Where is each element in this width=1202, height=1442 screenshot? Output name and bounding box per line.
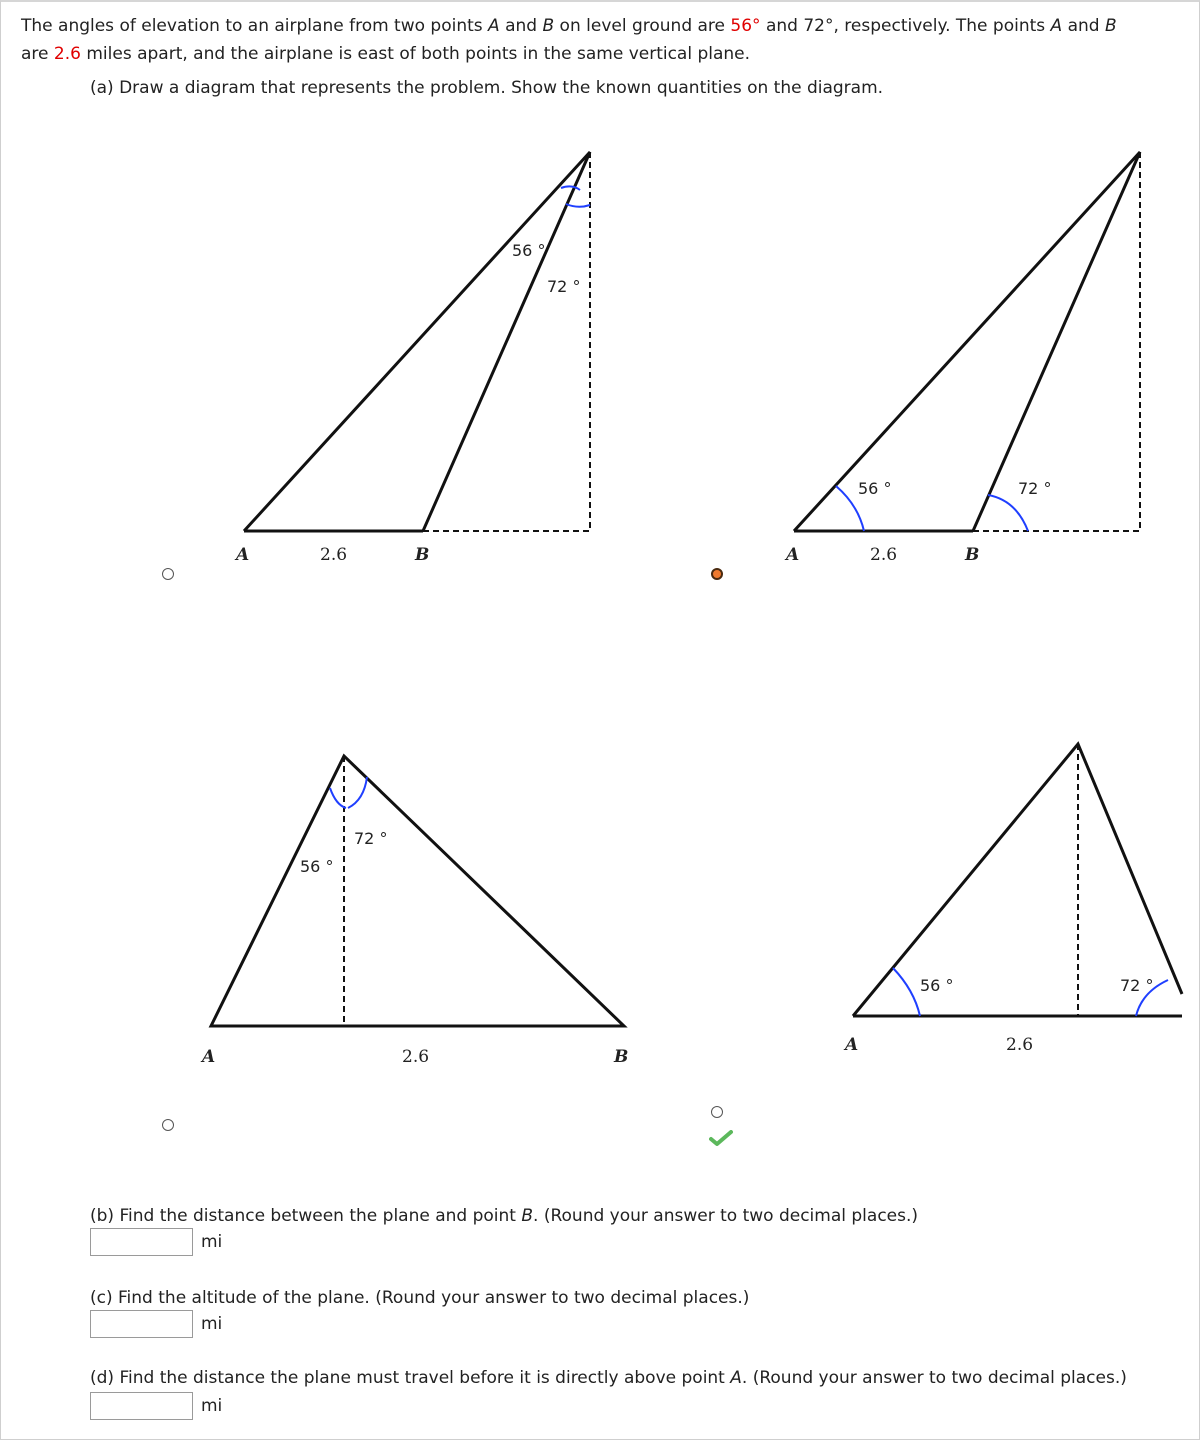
part-a-prompt: (a) Draw a diagram that represents the problem. Show the known quantities on the diagram. bbox=[90, 78, 884, 98]
distance-value: 2.6 bbox=[53, 44, 81, 64]
option-3-diagram bbox=[200, 756, 628, 1067]
option-4-radio[interactable] bbox=[711, 1106, 723, 1118]
part-b-unit: mi bbox=[201, 1232, 223, 1252]
option-1-angle-b: 72 ° bbox=[547, 277, 581, 296]
option-4-angle-a: 56 ° bbox=[920, 976, 954, 995]
part-d-answer-input[interactable] bbox=[90, 1392, 193, 1420]
part-d-unit: mi bbox=[201, 1396, 223, 1416]
part-d-prompt: (d) Find the distance the plane must travel before it is directly above point A. (Round your answer to two decimal places.) bbox=[90, 1368, 1127, 1388]
part-c-unit: mi bbox=[201, 1314, 223, 1334]
option-3-angle-b: 72 ° bbox=[354, 829, 388, 848]
option-3-angle-a: 56 ° bbox=[300, 857, 334, 876]
option-1-radio[interactable] bbox=[162, 568, 174, 580]
problem-line-2: are 2.6 miles apart, and the airplane is east of both points in the same vertical plane. bbox=[21, 44, 751, 64]
option-2-angle-b: 72 ° bbox=[1018, 479, 1052, 498]
option-2-label-a: A bbox=[786, 545, 800, 565]
part-c-answer-input[interactable] bbox=[90, 1310, 193, 1338]
part-b-prompt: (b) Find the distance between the plane and point B. (Round your answer to two decimal places.) bbox=[90, 1206, 919, 1226]
option-1-label-a: A bbox=[236, 545, 250, 565]
option-4-distance: 2.6 bbox=[1006, 1035, 1034, 1055]
option-4-diagram bbox=[843, 744, 1182, 1055]
option-3-label-b: B bbox=[614, 1047, 629, 1067]
option-2-diagram bbox=[784, 152, 1140, 565]
option-3-label-a: A bbox=[202, 1047, 216, 1067]
option-1-label-b: B bbox=[415, 545, 430, 565]
problem-line-1: The angles of elevation to an airplane from two points A and B on level ground are 56° and 72°, respectively. The points A and B bbox=[21, 16, 1117, 36]
option-1-diagram bbox=[234, 152, 590, 565]
option-2-angle-a: 56 ° bbox=[858, 479, 892, 498]
option-3-radio[interactable] bbox=[162, 1119, 174, 1131]
option-4-angle-b: 72 ° bbox=[1120, 976, 1154, 995]
angle-56-value: 56° bbox=[730, 16, 761, 36]
option-2-label-b: B bbox=[965, 545, 980, 565]
option-2-radio[interactable] bbox=[711, 568, 723, 580]
option-2-distance: 2.6 bbox=[870, 545, 898, 565]
correct-check-icon bbox=[709, 1130, 733, 1146]
part-c-prompt: (c) Find the altitude of the plane. (Round your answer to two decimal places.) bbox=[90, 1288, 750, 1308]
option-1-distance: 2.6 bbox=[320, 545, 348, 565]
option-1-angle-a: 56 ° bbox=[512, 241, 546, 260]
part-b-answer-input[interactable] bbox=[90, 1228, 193, 1256]
option-3-distance: 2.6 bbox=[402, 1047, 430, 1067]
option-4-label-a: A bbox=[845, 1035, 859, 1055]
